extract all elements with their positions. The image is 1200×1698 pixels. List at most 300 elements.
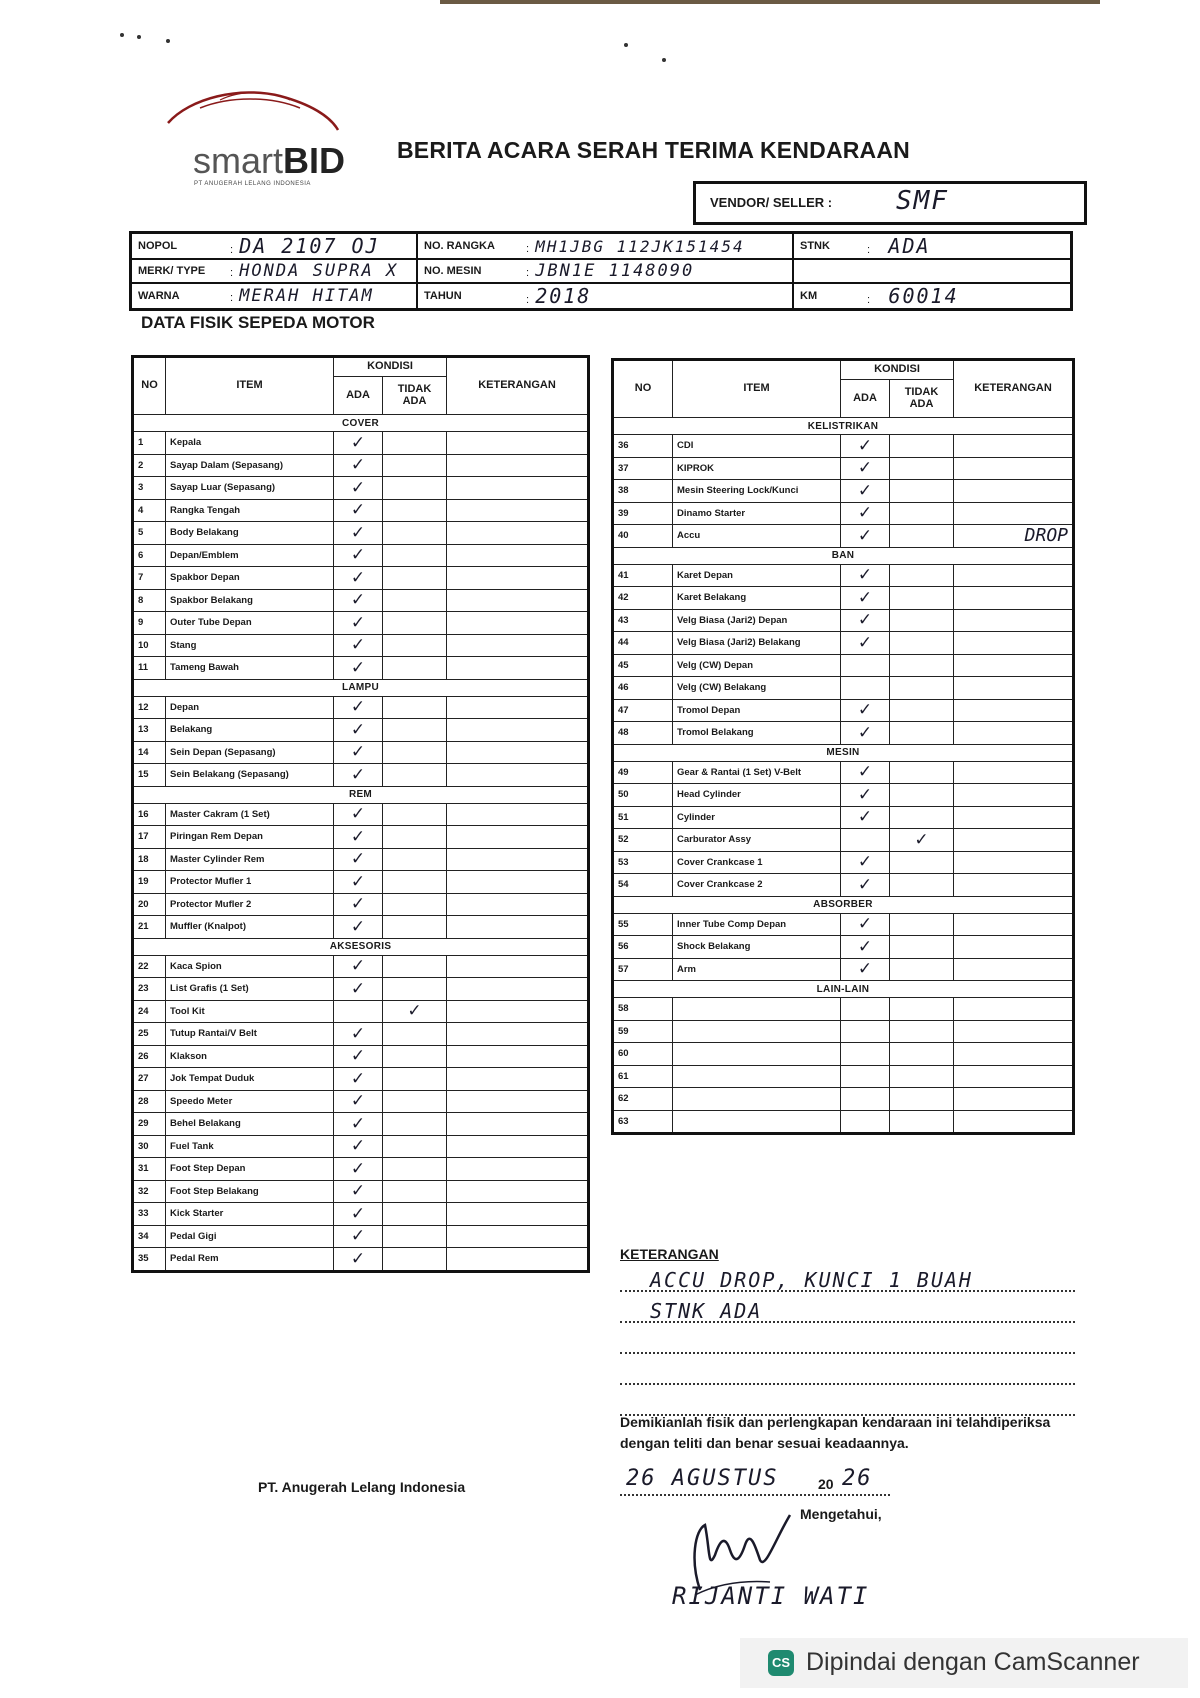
table-row [133,764,589,787]
item-name: Pedal Gigi [166,1225,334,1248]
row-number: 14 [133,741,166,764]
ada-check: ✓ [334,1023,383,1046]
table-row [133,978,589,1001]
keterangan-cell [447,955,589,978]
keterangan-lines [620,1270,1075,1416]
table-row [613,632,1074,655]
tidak-ada-check [383,826,447,849]
table-row [133,544,589,567]
vendor-label: VENDOR/ SELLER : [710,195,833,210]
col-tidak-ada-header: TIDAK ADA [383,377,447,415]
ada-check: ✓ [841,609,890,632]
keterangan-cell [954,1043,1074,1066]
item-name: Body Belakang [166,522,334,545]
row-number: 20 [133,893,166,916]
keterangan-cell [954,851,1074,874]
keterangan-cell [954,677,1074,700]
row-number: 7 [133,567,166,590]
table-row [133,1248,589,1272]
keterangan-cell [447,657,589,680]
table-row [133,1068,589,1091]
row-number: 61 [613,1065,673,1088]
ada-check: ✓ [334,955,383,978]
ada-check [841,998,890,1021]
table-row [133,1135,589,1158]
tidak-ada-check [890,806,954,829]
row-number: 18 [133,848,166,871]
row-number: 51 [613,806,673,829]
ada-check [841,1110,890,1134]
keterangan-cell [447,741,589,764]
keterangan-cell [447,978,589,1001]
keterangan-cell [447,634,589,657]
table-row [613,784,1074,807]
table-row [613,829,1074,852]
item-name [673,1065,841,1088]
ada-check: ✓ [841,874,890,897]
section-heading: DATA FISIK SEPEDA MOTOR [141,313,375,332]
keterangan-cell [954,654,1074,677]
table-row [133,634,589,657]
tidak-ada-check [890,587,954,610]
table-row [133,477,589,500]
table-row [133,522,589,545]
col-no-header: NO [133,357,166,415]
table-row [133,893,589,916]
ada-check: ✓ [841,851,890,874]
item-name: Sayap Dalam (Sepasang) [166,454,334,477]
tidak-ada-check [890,913,954,936]
row-number: 1 [133,432,166,455]
section-row [613,981,1074,998]
tidak-ada-check [890,609,954,632]
tidak-ada-check [383,764,447,787]
vehicle-info-table [129,231,1073,311]
tidak-ada-check [890,699,954,722]
table-row [613,677,1074,700]
keterangan-cell [447,848,589,871]
ada-check [841,1088,890,1111]
tidak-ada-check [890,632,954,655]
tidak-ada-check [890,457,954,480]
note-line [620,1332,1075,1354]
tidak-ada-check [890,722,954,745]
item-name: Mesin Steering Lock/Kunci [673,480,841,503]
tidak-ada-check [383,612,447,635]
table-row [613,936,1074,959]
table-row [133,454,589,477]
row-number: 23 [133,978,166,1001]
scan-speck [137,35,141,39]
row-number: 6 [133,544,166,567]
tidak-ada-check [383,893,447,916]
tidak-ada-check [890,564,954,587]
keterangan-cell [447,826,589,849]
tidak-ada-check [383,803,447,826]
ada-check: ✓ [841,502,890,525]
tidak-ada-check [383,432,447,455]
row-number: 44 [613,632,673,655]
item-name: Spakbor Depan [166,567,334,590]
scan-speck [662,58,666,62]
tidak-ada-check: ✓ [383,1000,447,1023]
tidak-ada-check [890,435,954,458]
item-name: Tromol Depan [673,699,841,722]
tahun-value: : 2018 [520,283,793,310]
table-row [133,1180,589,1203]
tidak-ada-check [890,1065,954,1088]
page-title: BERITA ACARA SERAH TERIMA KENDARAAN [397,137,910,163]
row-number: 59 [613,1020,673,1043]
note-line: STNK ADA [620,1301,1075,1323]
item-name: Kepala [166,432,334,455]
row-number: 38 [613,480,673,503]
item-name: Klakson [166,1045,334,1068]
checklist-right [611,358,1075,1135]
section-label: MESIN [613,744,1074,761]
date-handwritten: 26 AGUSTUS [626,1466,779,1491]
keterangan-cell [447,589,589,612]
km-value: : 60014 [861,283,1072,310]
item-name: Accu [673,525,841,548]
scan-speck [166,39,170,43]
ada-check: ✓ [334,432,383,455]
logo-subtitle: PT ANUGERAH LELANG INDONESIA [194,181,311,187]
row-number: 62 [613,1088,673,1111]
row-number: 45 [613,654,673,677]
mengetahui-label: Mengetahui, [800,1506,882,1522]
item-name: Velg Biasa (Jari2) Belakang [673,632,841,655]
table-row [133,696,589,719]
tidak-ada-check [890,1088,954,1111]
keterangan-cell [447,499,589,522]
scan-speck [624,43,628,47]
row-number: 21 [133,916,166,939]
ada-check [841,829,890,852]
ada-check: ✓ [334,826,383,849]
item-name: Belakang [166,719,334,742]
tidak-ada-check [383,955,447,978]
item-name [673,1110,841,1134]
item-name: Inner Tube Comp Depan [673,913,841,936]
keterangan-cell [954,1065,1074,1088]
item-name: Head Cylinder [673,784,841,807]
ada-check: ✓ [841,525,890,548]
keterangan-cell [954,632,1074,655]
table-row [613,913,1074,936]
item-name: Stang [166,634,334,657]
row-number: 40 [613,525,673,548]
section-label: LAIN-LAIN [613,981,1074,998]
keterangan-cell [954,1088,1074,1111]
keterangan-cell [447,893,589,916]
tidak-ada-check [383,1113,447,1136]
row-number: 8 [133,589,166,612]
row-number: 5 [133,522,166,545]
table-row [133,848,589,871]
note-line: ACCU DROP, KUNCI 1 BUAH [620,1270,1075,1292]
ada-check [841,1043,890,1066]
keterangan-cell [954,874,1074,897]
item-name: Depan [166,696,334,719]
ada-check: ✓ [841,913,890,936]
ada-check: ✓ [334,1248,383,1272]
keterangan-cell [954,502,1074,525]
item-name: Pedal Rem [166,1248,334,1272]
keterangan-cell [447,544,589,567]
camscanner-icon: CS [768,1650,794,1676]
keterangan-cell [954,435,1074,458]
row-number: 43 [613,609,673,632]
table-row [613,958,1074,981]
row-number: 36 [613,435,673,458]
table-row [133,657,589,680]
tahun-label: TAHUN [417,283,520,310]
ada-check: ✓ [841,722,890,745]
table-row [133,955,589,978]
keterangan-cell [447,719,589,742]
table-row [613,435,1074,458]
vendor-box [693,181,1087,225]
col-ada-header: ADA [334,377,383,415]
ada-check: ✓ [334,1113,383,1136]
ada-check [841,677,890,700]
section-row [613,896,1074,913]
table-row [613,480,1074,503]
section-row [613,744,1074,761]
row-number: 29 [133,1113,166,1136]
tidak-ada-check [890,998,954,1021]
keterangan-cell [447,612,589,635]
ada-check: ✓ [334,1068,383,1091]
item-name: Tameng Bawah [166,657,334,680]
date-year-suffix: 26 [842,1466,873,1491]
keterangan-cell [447,764,589,787]
table-row [613,1043,1074,1066]
item-name: Piringan Rem Depan [166,826,334,849]
keterangan-cell [954,936,1074,959]
tidak-ada-check [383,1180,447,1203]
tidak-ada-check [890,958,954,981]
tidak-ada-check [383,522,447,545]
item-name: Karet Depan [673,564,841,587]
tidak-ada-check [383,1135,447,1158]
item-name: Depan/Emblem [166,544,334,567]
row-number: 56 [613,936,673,959]
row-number: 16 [133,803,166,826]
ada-check: ✓ [334,871,383,894]
stnk-label: STNK [793,233,861,260]
keterangan-cell [954,699,1074,722]
item-name: Kick Starter [166,1203,334,1226]
row-number: 31 [133,1158,166,1181]
row-number: 39 [613,502,673,525]
ada-check: ✓ [334,764,383,787]
ada-check [841,1020,890,1043]
keterangan-cell [447,1180,589,1203]
tidak-ada-check [383,1068,447,1091]
ada-check: ✓ [841,480,890,503]
keterangan-cell [447,522,589,545]
item-name: Gear & Rantai (1 Set) V-Belt [673,761,841,784]
row-number: 3 [133,477,166,500]
section-row [133,938,589,955]
row-number: 60 [613,1043,673,1066]
ada-check: ✓ [841,936,890,959]
item-name: Muffler (Knalpot) [166,916,334,939]
table-row [613,851,1074,874]
item-name: Spakbor Belakang [166,589,334,612]
item-name [673,1043,841,1066]
row-number: 24 [133,1000,166,1023]
keterangan-cell [447,1090,589,1113]
keterangan-cell [954,1110,1074,1134]
keterangan-title: KETERANGAN [620,1246,719,1262]
col-ada-header: ADA [841,380,890,418]
item-name: Master Cylinder Rem [166,848,334,871]
section-row [133,679,589,696]
table-row [613,699,1074,722]
ada-check: ✓ [334,1090,383,1113]
item-name: Foot Step Belakang [166,1180,334,1203]
tidak-ada-check: ✓ [890,829,954,852]
nopol-label: NOPOL [131,233,225,260]
tidak-ada-check [383,1248,447,1272]
tidak-ada-check [890,1043,954,1066]
col-item-header: ITEM [166,357,334,415]
rangka-label: NO. RANGKA [417,233,520,260]
ada-check: ✓ [334,477,383,500]
item-name: Cover Crankcase 1 [673,851,841,874]
ada-check: ✓ [334,567,383,590]
keterangan-cell [447,1023,589,1046]
table-row [613,874,1074,897]
tidak-ada-check [383,544,447,567]
ada-check: ✓ [841,564,890,587]
table-row [133,803,589,826]
camscanner-text: Dipindai dengan CamScanner [806,1648,1140,1676]
row-number: 58 [613,998,673,1021]
ada-check: ✓ [841,587,890,610]
item-name: Outer Tube Depan [166,612,334,635]
keterangan-cell [447,871,589,894]
tidak-ada-check [890,677,954,700]
table-row [133,719,589,742]
smartbid-logo [160,78,350,188]
tidak-ada-check [383,871,447,894]
car-outline-icon [160,78,350,138]
row-number: 54 [613,874,673,897]
ada-check: ✓ [334,803,383,826]
keterangan-cell [954,829,1074,852]
table-row [613,457,1074,480]
ada-check: ✓ [334,719,383,742]
row-number: 50 [613,784,673,807]
item-name: Tromol Belakang [673,722,841,745]
item-name: Fuel Tank [166,1135,334,1158]
ada-check: ✓ [841,784,890,807]
table-row [133,871,589,894]
row-number: 48 [613,722,673,745]
table-row [133,1045,589,1068]
nopol-value: : DA 2107 OJ [224,233,417,260]
keterangan-cell: DROP [954,525,1074,548]
table-row [133,589,589,612]
ada-check: ✓ [841,958,890,981]
row-number: 27 [133,1068,166,1091]
table-row [613,525,1074,548]
keterangan-cell [447,916,589,939]
item-name: Rangka Tengah [166,499,334,522]
item-name: Velg (CW) Belakang [673,677,841,700]
ada-check: ✓ [334,1158,383,1181]
table-row [133,1113,589,1136]
item-name: Tutup Rantai/V Belt [166,1023,334,1046]
item-name: Dinamo Starter [673,502,841,525]
row-number: 15 [133,764,166,787]
tidak-ada-check [890,874,954,897]
item-name: Arm [673,958,841,981]
item-name: Protector Mufler 2 [166,893,334,916]
keterangan-cell [447,477,589,500]
ada-check: ✓ [334,454,383,477]
signer-name: RIJANTI WATI [672,1582,870,1610]
row-number: 53 [613,851,673,874]
row-number: 28 [133,1090,166,1113]
keterangan-cell [954,1020,1074,1043]
tidak-ada-check [383,657,447,680]
ada-check: ✓ [334,522,383,545]
section-label: REM [133,786,589,803]
item-name [673,1088,841,1111]
keterangan-cell [954,761,1074,784]
warna-label: WARNA [131,283,225,310]
table-row [613,1088,1074,1111]
table-row [613,502,1074,525]
date-year-prefix: 20 [818,1476,834,1492]
logo-wordmark: smartBID [193,140,345,181]
item-name: Carburator Assy [673,829,841,852]
ada-check: ✓ [334,589,383,612]
table-row [613,806,1074,829]
row-number: 19 [133,871,166,894]
section-label: COVER [133,415,589,432]
tidak-ada-check [890,654,954,677]
tidak-ada-check [383,696,447,719]
row-number: 33 [133,1203,166,1226]
item-name: Karet Belakang [673,587,841,610]
keterangan-cell [447,1248,589,1272]
item-name: Behel Belakang [166,1113,334,1136]
row-number: 63 [613,1110,673,1134]
row-number: 32 [133,1180,166,1203]
table-row [613,998,1074,1021]
table-row [613,1065,1074,1088]
table-row [133,1090,589,1113]
tidak-ada-check [890,525,954,548]
keterangan-cell [954,998,1074,1021]
ada-check: ✓ [334,1135,383,1158]
keterangan-cell [954,784,1074,807]
table-row [133,1023,589,1046]
ada-check: ✓ [334,657,383,680]
keterangan-cell [447,1000,589,1023]
row-number: 34 [133,1225,166,1248]
keterangan-cell [954,722,1074,745]
checklist-left [131,355,590,1273]
ada-check: ✓ [334,1045,383,1068]
item-name: Shock Belakang [673,936,841,959]
